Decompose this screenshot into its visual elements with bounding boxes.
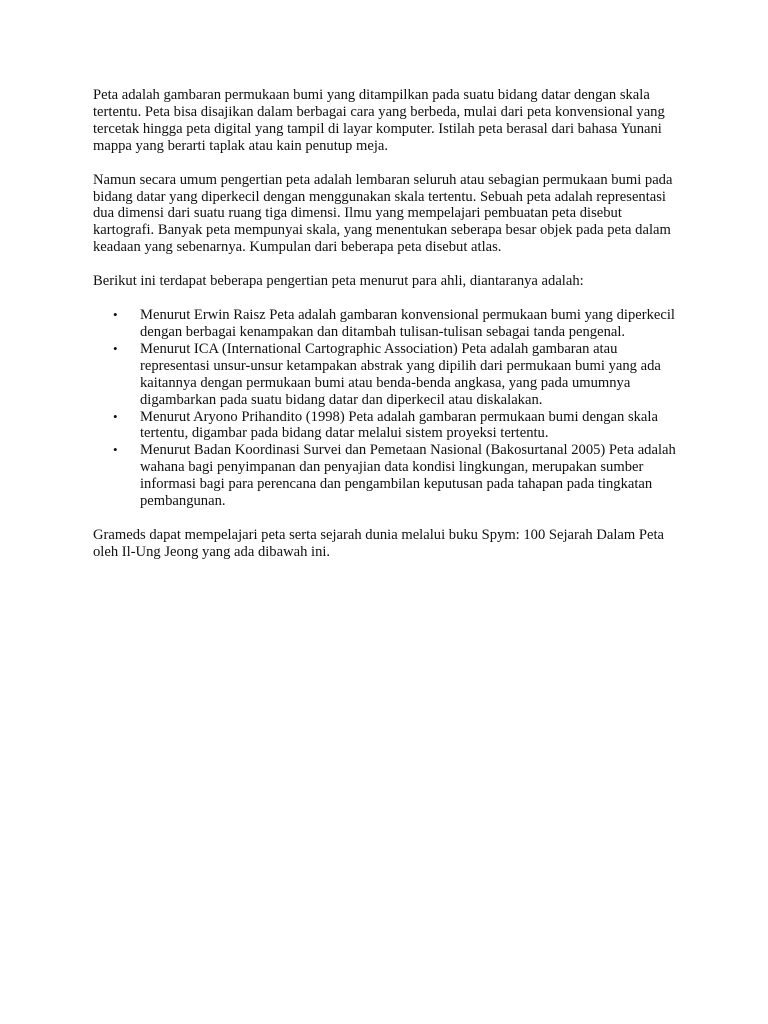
list-item bbox=[93, 442, 683, 510]
paragraph-closing: Grameds dapat mempelajari peta serta sejarah dunia melalui buku Spym: 100 Sejarah Dalam Peta oleh Il-Ung Jeong yang ada dibawah ini. bbox=[93, 526, 664, 560]
list-item bbox=[93, 341, 683, 409]
paragraph-definition: Peta adalah gambaran permukaan bumi yang ditampilkan pada suatu bidang datar dengan skala tertentu. Peta bisa disajikan dalam berbagai cara yang berbeda, mulai dari peta konvensional yang tercetak hingga peta digital yang tampil di layar komputer. Istilah peta berasal dari bahasa Yunani mappa yang berarti taplak atau kain penutup meja. bbox=[93, 87, 665, 154]
list-item-text: Menurut Badan Koordinasi Survei dan Pemetaan Nasional (Bakosurtanal 2005) Peta adalah wahana bagi penyimpanan dan penyajian data kondisi lingkungan, merupakan sumber informasi bagi para perencana dan pengambilan keputusan pada tahapan pada tingkatan pembangunan. bbox=[140, 442, 676, 510]
list-item-text: Menurut ICA (International Cartographic Association) Peta adalah gambaran atau representasi unsur-unsur ketampakan abstrak yang dipilih dari permukaan bumi yang ada kaitannya dengan permukaan bumi atau benda-benda angkasa, yang pada umumnya digambarkan pada suatu bidang datar dan diperkecil atau diskalakan. bbox=[140, 340, 661, 408]
bullet-icon: • bbox=[113, 307, 118, 323]
document-body bbox=[93, 87, 683, 578]
bullet-icon: • bbox=[113, 442, 118, 458]
bullet-icon: • bbox=[113, 340, 118, 356]
paragraph-list-intro: Berikut ini terdapat beberapa pengertian peta menurut para ahli, diantaranya adalah: bbox=[93, 273, 584, 290]
list-item bbox=[93, 307, 683, 341]
expert-definitions-list bbox=[93, 307, 683, 510]
paragraph-general-meaning: Namun secara umum pengertian peta adalah lembaran seluruh atau sebagian permukaan bumi pada bidang datar yang diperkecil dengan menggunakan skala tertentu. Sebuah peta adalah representasi dua dimensi dari suatu ruang tiga dimensi. Ilmu yang mempelajari pembuatan peta disebut kartografi. Banyak peta mempunyai skala, yang menentukan seberapa besar objek pada peta dalam keadaan yang sebenarnya. Kumpulan dari beberapa peta disebut atlas. bbox=[93, 171, 673, 256]
bullet-icon: • bbox=[113, 408, 118, 424]
list-item-text: Menurut Erwin Raisz Peta adalah gambaran konvensional permukaan bumi yang diperkecil dengan berbagai kenampakan dan ditambah tulisan-tulisan sebagai tanda pengenal. bbox=[140, 307, 675, 340]
list-item bbox=[93, 409, 683, 443]
list-item-text: Menurut Aryono Prihandito (1998) Peta adalah gambaran permukaan bumi dengan skala tertentu, digambar pada bidang datar melalui sistem proyeksi tertentu. bbox=[140, 408, 658, 442]
